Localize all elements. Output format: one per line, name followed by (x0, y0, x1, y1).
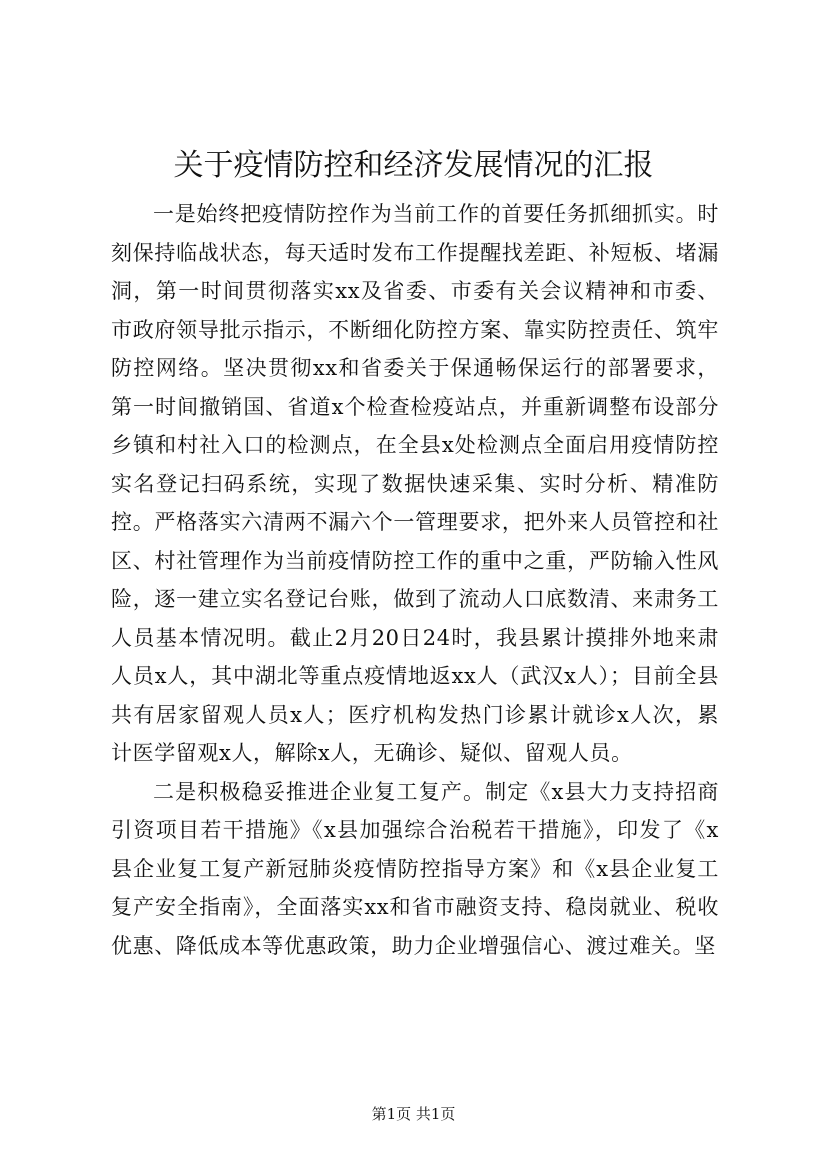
document-body (111, 195, 719, 965)
document-title: 关于疫情防控和经济发展情况的汇报 (173, 148, 654, 183)
page-footer: 第1页 共1页 (371, 1105, 456, 1123)
paragraph-resumption-of-work: 二是积极稳妥推进企业复工复产。制定《x县大力支持招商引资项目若干措施》《x县加强综合治税若干措施》，印发了《x县企业复工复产新冠肺炎疫情防控指导方案》和《x县企业复工复产安全指南》，全面落实xx和省市融资支持、稳岗就业、税收优惠、降低成本等优惠政策，助力企业增强信心、渡过难关。坚 (111, 779, 719, 958)
paragraph-epidemic-control: 一是始终把疫情防控作为当前工作的首要任务抓细抓实。时刻保持临战状态，每天适时发布工作提醒找差距、补短板、堵漏洞，第一时间贯彻落实xx及省委、市委有关会议精神和市委、市政府领导批示指示，不断细化防控方案、靠实防控责任、筑牢防控网络。坚决贯彻xx和省委关于保通畅保运行的部署要求，第一时间撤销国、省道x个检查检疫站点，并重新调整布设部分乡镇和村社入口的检测点，在全县x处检测点全面启用疫情防控实名登记扫码系统，实现了数据快速采集、实时分析、精准防控。严格落实六清两不漏六个一管理要求，把外来人员管控和社区、村社管理作为当前疫情防控工作的重中之重，严防输入性风险，逐一建立实名登记台账，做到了流动人口底数清、来肃务工人员基本情况明。截止2月20日24时，我县累计摸排外地来肃人员x人，其中湖北等重点疫情地返xx人（武汉x人）；目前全县共有居家留观人员x人；医疗机构发热门诊累计就诊x人次，累计医学留观x人，解除x人，无确诊、疑似、留观人员。 (111, 202, 719, 765)
